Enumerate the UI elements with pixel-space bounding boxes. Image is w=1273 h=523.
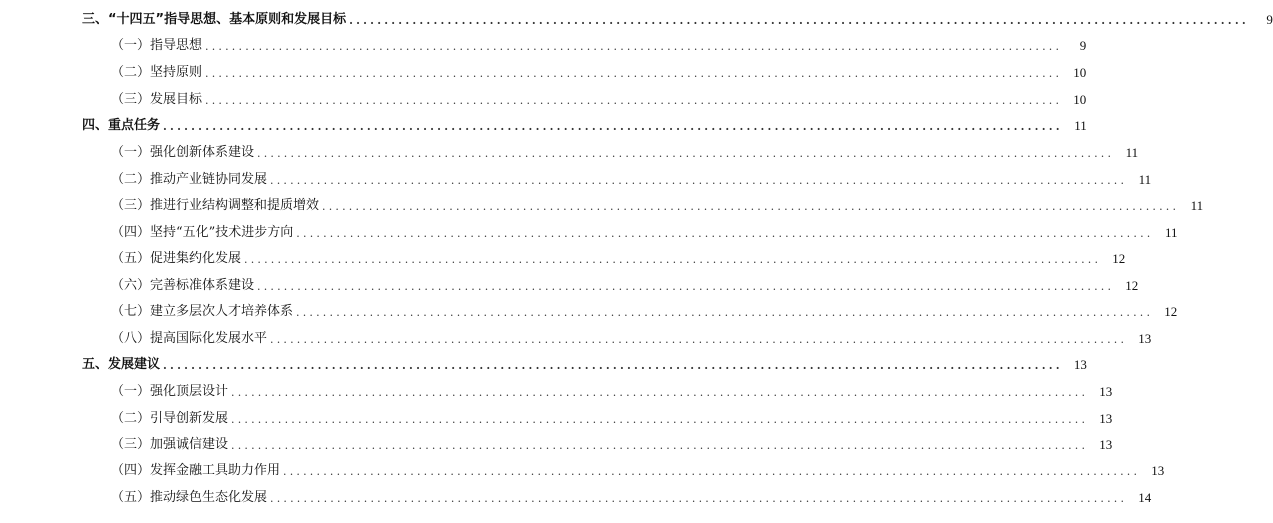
toc-entry-title: （二）引导创新发展 <box>111 411 229 426</box>
toc-entry[interactable] <box>0 223 1178 243</box>
dot-leader: ................................................................................................................................ <box>244 253 1102 266</box>
toc-entry[interactable] <box>0 461 1165 481</box>
toc-entry[interactable] <box>0 196 1204 216</box>
toc-page-number: 12 <box>1112 251 1126 266</box>
toc-entry[interactable] <box>0 488 1152 508</box>
dot-leader: ................................................................................................................................ <box>163 120 1063 133</box>
dot-leader: ................................................................................................................................ <box>322 200 1180 213</box>
toc-entry-title: （七）建立多层次人才培养体系 <box>111 304 294 319</box>
toc-page-number: 13 <box>1151 463 1165 478</box>
dot-leader: ................................................................................................................................ <box>231 439 1089 452</box>
toc-page-number: 13 <box>1138 331 1152 346</box>
dot-leader: ................................................................................................................................ <box>283 465 1141 478</box>
dot-leader: ................................................................................................................................ <box>205 40 1063 53</box>
toc-entry-title: （八）提高国际化发展水平 <box>111 331 268 346</box>
toc-entry[interactable] <box>0 409 1113 429</box>
toc-entry[interactable] <box>0 116 1087 136</box>
dot-leader: ................................................................................................................................ <box>270 333 1128 346</box>
toc-page-number: 9 <box>1079 38 1087 53</box>
toc-entry-title: （一）强化顶层设计 <box>111 384 229 399</box>
toc-entry-title: （五）促进集约化发展 <box>111 251 242 266</box>
toc-page-number: 12 <box>1164 304 1178 319</box>
toc-page-number: 12 <box>1125 278 1139 293</box>
toc-entry[interactable] <box>0 382 1113 402</box>
toc-entry[interactable] <box>0 329 1152 349</box>
toc-entry[interactable] <box>0 36 1087 56</box>
dot-leader: ................................................................................................................................ <box>270 174 1128 187</box>
toc-entry-title: 四、重点任务 <box>82 118 161 133</box>
toc-entry-title: （四）发挥金融工具助力作用 <box>111 463 281 478</box>
dot-leader: ................................................................................................................................ <box>257 280 1115 293</box>
toc-entry[interactable] <box>0 10 1273 30</box>
dot-leader: ................................................................................................................................ <box>296 306 1154 319</box>
dot-leader: ................................................................................................................................ <box>270 492 1128 505</box>
toc-page-number: 11 <box>1164 225 1178 240</box>
toc-entry[interactable] <box>0 276 1139 296</box>
dot-leader: ................................................................................................................................ <box>231 413 1089 426</box>
toc-entry[interactable] <box>0 355 1087 375</box>
toc-entry[interactable] <box>0 435 1113 455</box>
toc-page-number: 11 <box>1138 172 1152 187</box>
toc-page-number: 10 <box>1073 65 1087 80</box>
dot-leader: ................................................................................................................................ <box>205 67 1063 80</box>
toc-entry-title: 三、“十四五”指导思想、基本原则和发展目标 <box>82 12 347 27</box>
toc-entry-title: （三）推进行业结构调整和提质增效 <box>111 198 320 213</box>
dot-leader: ................................................................................................................................ <box>205 94 1063 107</box>
toc-page-number: 11 <box>1074 118 1087 133</box>
toc-entry-title: 五、发展建议 <box>82 357 161 372</box>
toc-page-number: 13 <box>1099 411 1113 426</box>
toc-page-number: 13 <box>1099 437 1113 452</box>
toc-page-number: 10 <box>1073 92 1087 107</box>
toc-entry-title: （五）推动绿色生态化发展 <box>111 490 268 505</box>
toc-page-number: 13 <box>1099 384 1113 399</box>
toc-entry-title: （六）完善标准体系建设 <box>111 278 255 293</box>
toc-entry[interactable] <box>0 302 1178 322</box>
toc-page-number: 14 <box>1138 490 1152 505</box>
toc-entry[interactable] <box>0 90 1087 110</box>
toc-page-number: 11 <box>1125 145 1139 160</box>
toc-entry-title: （一）强化创新体系建设 <box>111 145 255 160</box>
toc-entry[interactable] <box>0 63 1087 83</box>
toc-page-number: 9 <box>1266 12 1273 27</box>
dot-leader: ................................................................................................................................ <box>257 147 1115 160</box>
toc-entry-title: （三）发展目标 <box>111 92 203 107</box>
toc-entry[interactable] <box>0 143 1139 163</box>
dot-leader: ................................................................................................................................ <box>349 14 1249 27</box>
dot-leader: ................................................................................................................................ <box>296 227 1154 240</box>
toc-entry-title: （四）坚持“五化”技术进步方向 <box>111 225 294 240</box>
toc-entry[interactable] <box>0 170 1152 190</box>
toc-page-number: 11 <box>1190 198 1204 213</box>
dot-leader: ................................................................................................................................ <box>163 359 1063 372</box>
dot-leader: ................................................................................................................................ <box>231 386 1089 399</box>
toc-entry-title: （二）坚持原则 <box>111 65 203 80</box>
toc-page-number: 13 <box>1073 357 1087 372</box>
toc-entry-title: （二）推动产业链协同发展 <box>111 172 268 187</box>
toc-entry-title: （一）指导思想 <box>111 38 203 53</box>
toc-entry[interactable] <box>0 249 1126 269</box>
toc-entry-title: （三）加强诚信建设 <box>111 437 229 452</box>
